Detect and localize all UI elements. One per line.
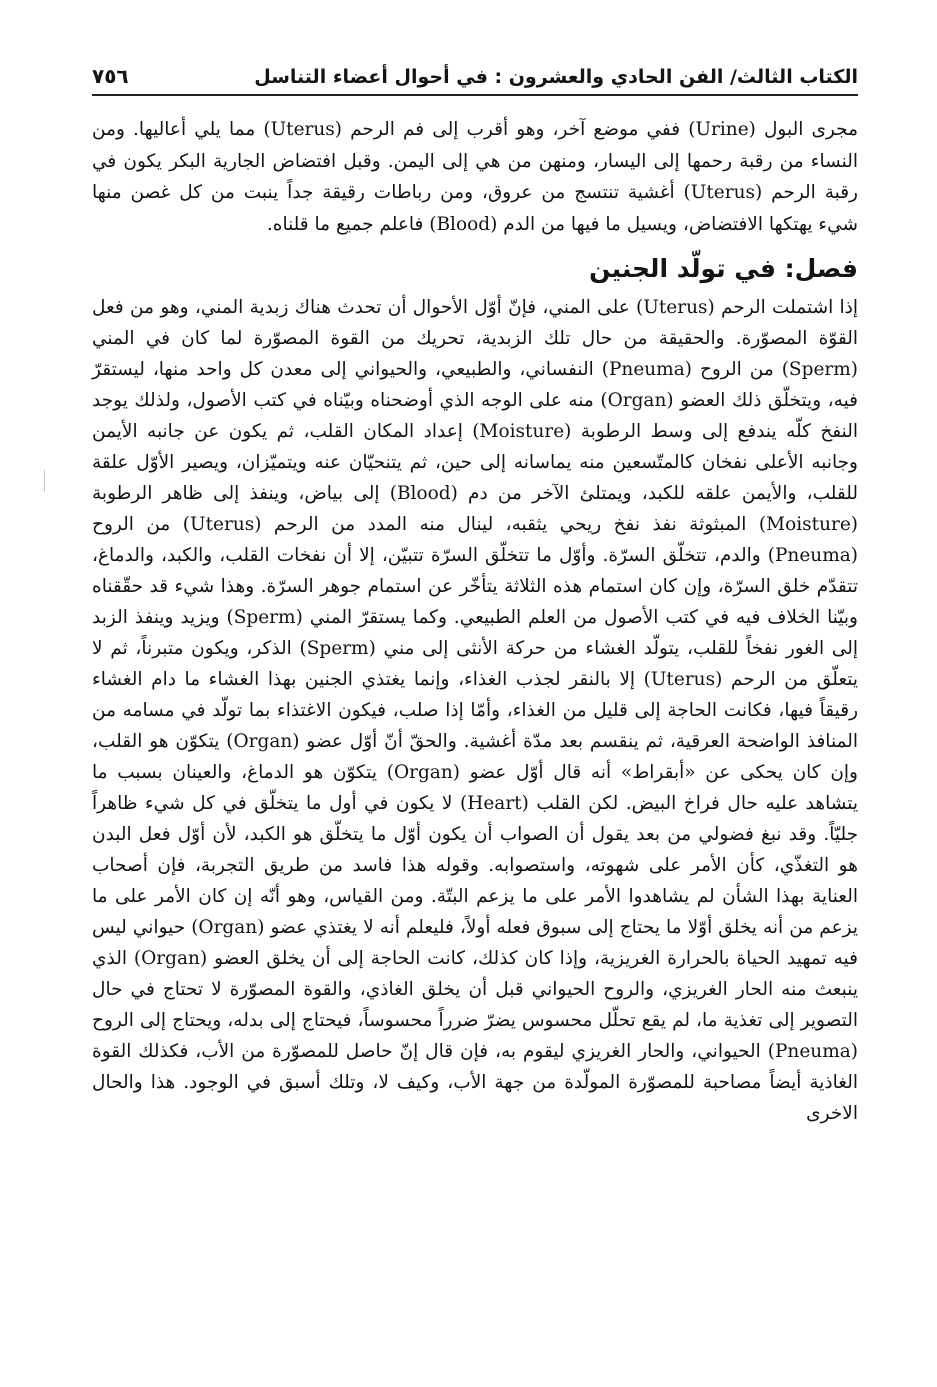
- section-body: إذا اشتملت الرحم (Uterus) على المني، فإنّ أوّل الأحوال أن تحدث هناك زبدية المني، وهو من فعل القوّة المصوّرة. والحقيقة من حال تلك الزبدية، تحريك من القوة المصوّرة لما كان في المني (Sperm) من الروح (Pneuma) النفساني، والطبيعي، والحيواني إلى معدن كل واحد منها، ليستقرّ فيه، ويتخلّق ذلك العضو (Organ) منه على الوجه الذي أوضحناه وبيّناه في كتب الأصول، ولذلك يوجد النفخ كلّه يندفع إلى وسط الرطوبة (Moisture) إعداد المكان القلب، ثم يكون عن جانبه الأيمن وجانبه الأعلى نفخان كالمتّسعين منه يماسانه إلى حين، ثم يتنحيّان عنه ويتميّزان، ويصير الأوّل علقة للقلب، والأيمن علقه للكبد، ويمتلئ الآخر من دم (Blood) إلى بياض، وينفذ إلى ظاهر الرطوبة (Moisture) المبثوثة نفذ نفخ ريحي يثقبه، لينال منه المدد من الرحم (Uterus) من الروح (Pneuma) والدم، تتخلّق السرّة. وأوّل ما تتخلّق السرّة تتبيّن، إلا أن نفخات القلب، والكبد، والدماغ، تتقدّم خلق السرّة، وإن كان استمام هذه الثلاثة يتأخّر عن استمام جوهر السرّة. وهذا شيء قد حقّقناه وبيّنا الخلاف فيه في كتب الأصول من العلم الطبيعي. وكما يستقرّ المني (Sperm) ويزيد وينفذ الزبد إلى الغور نفخاً للقلب، يتولّد الغشاء من حركة الأنثى إلى مني (Sperm) الذكر، ويكون متبرناً، ثم لا يتعلّق من الرحم (Uterus) إلا بالنقر لجذب الغذاء، وإنما يغتذي الجنين بهذا الغشاء ما دام الغشاء رقيقاً فيها، فكانت الحاجة إلى قليل من الغذاء، وأمّا إذا صلب، فيكون الاغتذاء بما تولّد في مسامه من المنافذ الواضحة العرقية، ثم ينقسم بعد مدّة أغشية. والحقّ أنّ أوّل عضو (Organ) يتكوّن هو القلب، وإن كان يحكى عن «أبقراط» أنه قال أوّل عضو (Organ) يتكوّن هو الدماغ، والعينان بسبب ما يتشاهد عليه حال فراخ البيض. لكن القلب (Heart) لا يكون في أول ما يتخلّق في كل شيء ظاهراً جليّاً. وقد نبغ فضولي من بعد يقول أن الصواب أن يكون أوّل ما يتخلّق هو الكبد، لأن أوّل فعل البدن هو التغذّي، كأن الأمر على شهوته، واستصوابه. وقوله هذا فاسد من طريق التجربة، فإن أصحاب العناية بهذا الشأن لم يشاهدوا الأمر على ما يزعم البتّة. ومن القياس، وهو أنّه إن كان الأمر على ما يزعم من أنه يخلق أوّلا ما يحتاج إلى سبوق فعله أولاً، فليعلم أنه لا يغتذي عضو (Organ) حيواني ليس فيه تمهيد الحياة بالحرارة الغريزية، وإذا كان كذلك، كانت الحاجة إلى أن يخلق العضو (Organ) الذي ينبعث منه الحار الغريزي، والروح الحيواني قبل أن يخلق الغاذي، والقوة المصوّرة لا تحتاج في حال التصوير إلى تغذية ما، لم يقع تحلّل محسوس يضرّ ضرراً محسوساً، فيحتاج إلى بدله، ويحتاج إلى الروح (Pneuma) الحيواني، والحار الغريزي ليقوم به، فإن قال إنّ حاصل للمصوّرة من الأب، فكذلك القوة الغاذية أيضاً مصاحبة للمصوّرة المولّدة من جهة الأب، وكيف لا، وتلك أسبق في الوجود. هذا والحال الاخرى: [92, 297, 859, 1124]
- margin-mark: [44, 470, 45, 492]
- running-header: [92, 52, 858, 96]
- running-header-title: الكتاب الثالث/ الفن الحادي والعشرون : في أحوال أعضاء التناسل: [254, 66, 858, 88]
- page-number: ٧٥٦: [92, 64, 129, 88]
- paragraph-continuation: مجرى البول (Urine) ففي موضع آخر، وهو أقرب إلى فم الرحم (Uterus) مما يلي أعاليها. ومن النساء من رقبة رحمها إلى اليسار، ومنهن من هي إلى اليمن. وقبل افتضاض الجارية البكر يكون في رقبة الرحم (Uterus) أغشية تنتسج من عروق، ومن رباطات رقيقة جداً ينبت من كل غصن منها شيء يهتكها الافتضاض، ويسيل ما فيها من الدم (Blood) فاعلم جميع ما قلناه.: [92, 119, 858, 235]
- book-page: [92, 52, 858, 1129]
- section-heading: فصل: في تولّد الجنين: [589, 254, 858, 283]
